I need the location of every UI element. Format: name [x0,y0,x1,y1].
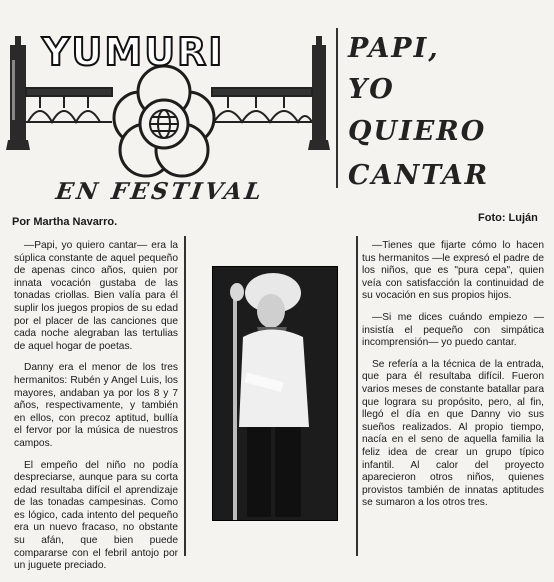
paragraph: —Si me dices cuándo empiezo —insistía el pequeño con simpática incomprensión— yo puedo cantar. [362,311,544,349]
headline-line-4: CANTAR [348,160,490,191]
column-divider-right [356,236,358,556]
column-divider-left [184,236,186,556]
bridge-left-icon [26,88,112,122]
author-byline: Por Martha Navarro. [12,216,118,228]
masthead-title: YUMURI [42,30,225,74]
paragraph: El empeño del niño no podía despreciarse, aunque para su corta edad resultaba difícil el aprendizaje de las tonadas campesinas. Como es lógico, cada intento del pequeño era un nuevo fracaso, no obstante su afán, que bien puede compararse con el febril antojo por un juguete preciado. [14,459,178,572]
article-column-right [362,240,544,519]
microphone-stand-icon [233,297,237,520]
photo-credit: Foto: Luján [478,212,538,224]
header-divider [336,28,338,188]
bridge-right-icon [212,88,312,122]
festival-subtitle: EN FESTIVAL [54,178,266,205]
festival-flower-emblem-icon [114,66,214,176]
boy-singing-photo [212,266,338,521]
paragraph: Se refería a la técnica de la entrada, que para él resultaba difícil. Fueron varios meses de constante batallar para que lograra su propósito, pero, al fin, llegó el día en que Danny vio sus sueños realizados. Al propio tiempo, nacía en el seno de aquella familia la feliz idea de crear un grupo típico infantil. Al calor del proyecto aparecieron otros niños, quienes provistos también de innatas aptitudes se sumaron a los otros tres. [362,358,544,509]
paragraph: —Tienes que fijarte cómo lo hacen tus hermanitos —le expresó el padre de los niños, que es "pura cepa", quien veía con satisfacción la continuidad de su vocación en sus propios hijos. [362,240,544,302]
microphone-icon [230,283,244,301]
headline-line-1: PAPI, [348,33,440,64]
article-column-left [14,240,178,582]
headline-line-3: QUIERO [348,116,487,147]
headline-line-2: YO [348,74,395,105]
paragraph: Danny era el menor de los tres hermanitos: Rubén y Angel Luis, los mayores, andaban ya por los 8 y 7 años, respectivamente, y también en ellos, con precoz aptitud, bullía el fervor por la música de nuestros campos. [14,362,178,449]
paragraph: —Papi, yo quiero cantar— era la súplica constante de aquel pequeño de apenas cinco años, quien por innata vocación gustaba de las tonadas criollas. Bien valía para él suplir los juegos propios de su edad por el placer de las canciones que cada noche alegraban las tertulias de aquel hogar de poetas. [14,240,178,352]
